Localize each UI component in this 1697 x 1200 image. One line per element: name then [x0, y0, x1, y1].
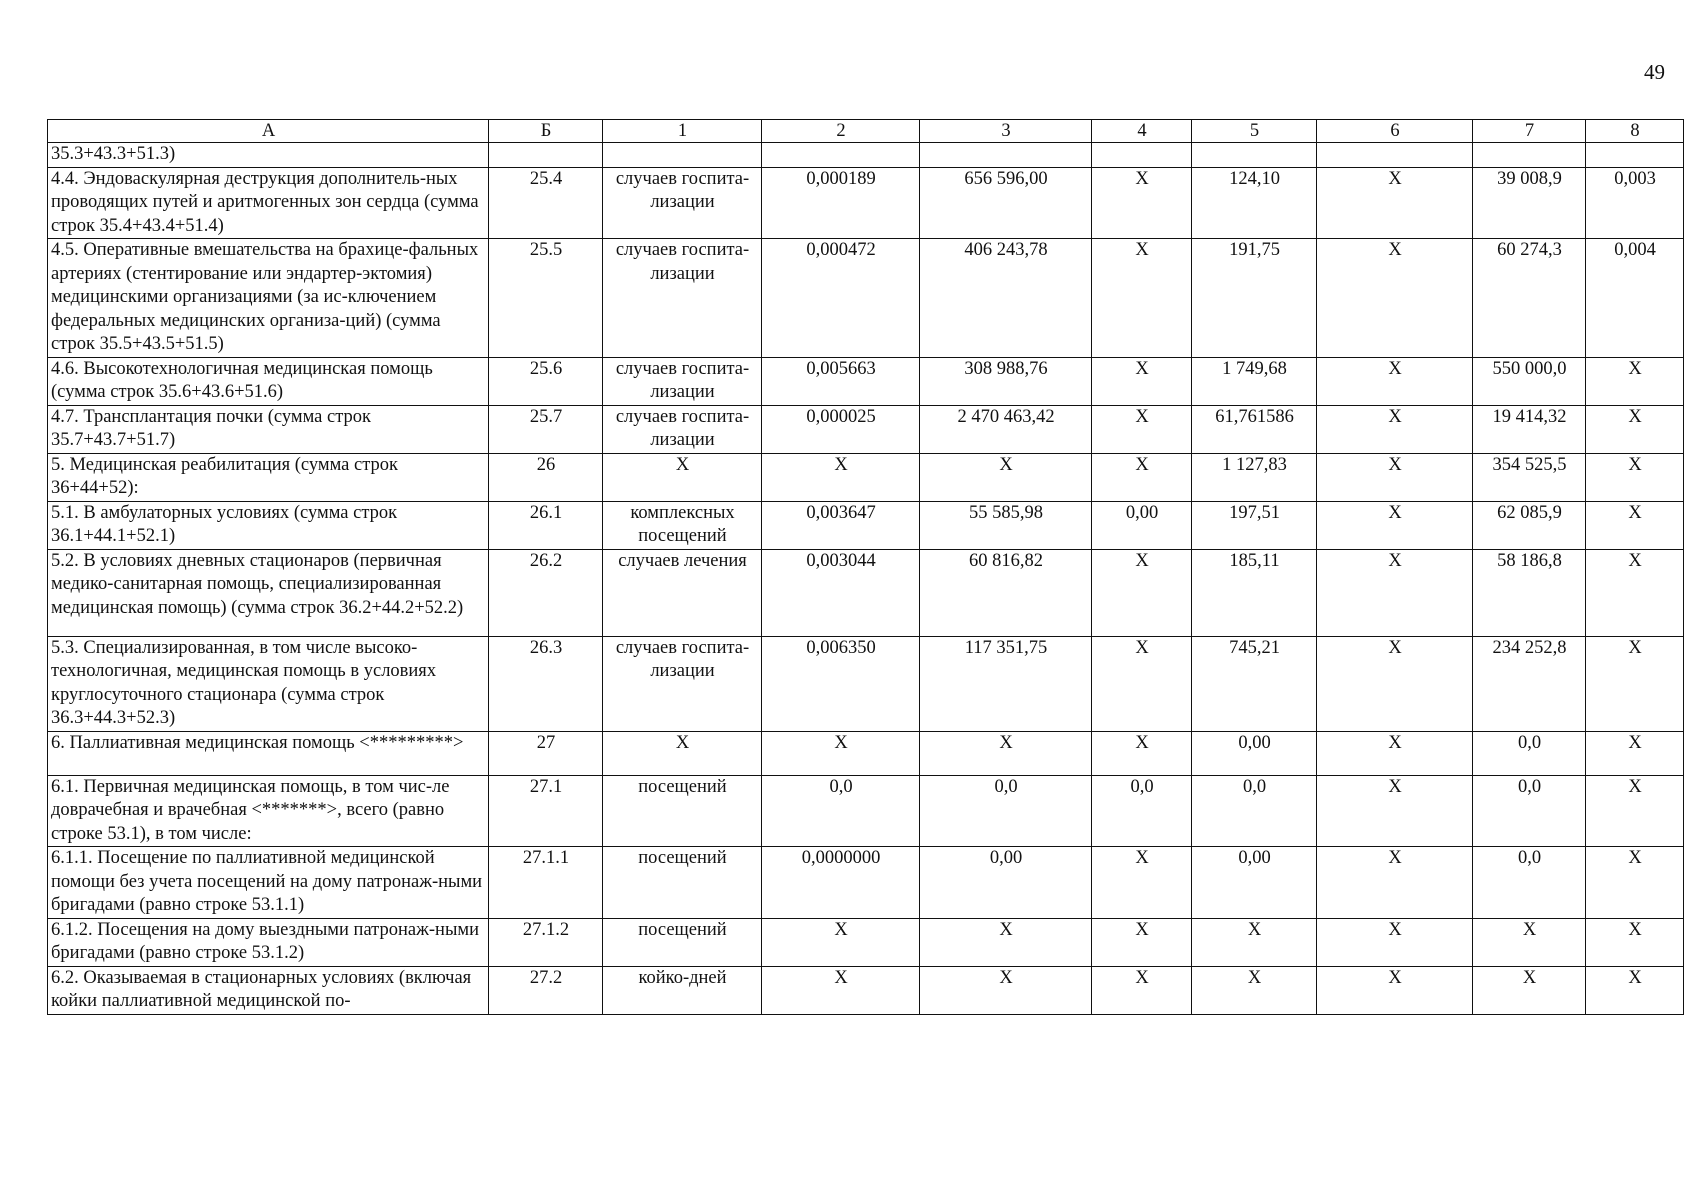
- col-3-cell: 0,0: [920, 775, 1092, 847]
- col-3-cell: 55 585,98: [920, 501, 1092, 549]
- unit-cell: случаев госпита-лизации: [603, 167, 762, 239]
- table-row: [48, 501, 1684, 549]
- table-body: [48, 143, 1684, 1015]
- row-label-cell: 35.3+43.3+51.3): [48, 143, 489, 168]
- col-4-cell: X: [1092, 847, 1192, 919]
- col-8-cell: X: [1586, 847, 1684, 919]
- row-code-cell: 25.5: [489, 239, 603, 358]
- col-6-cell: X: [1317, 549, 1473, 636]
- col-7-cell: 0,0: [1473, 847, 1586, 919]
- row-label-cell: 5.3. Специализированная, в том числе высоко-технологичная, медицинская помощь в условиях круглосуточного стационара (сумма строк 36.3+44.3+52.3): [48, 636, 489, 731]
- col-4-cell: X: [1092, 636, 1192, 731]
- col-6-cell: X: [1317, 847, 1473, 919]
- col-4-cell: X: [1092, 239, 1192, 358]
- col-6-cell: X: [1317, 966, 1473, 1014]
- header-cell-7: 7: [1473, 120, 1586, 143]
- table-row: [48, 966, 1684, 1014]
- header-cell-4: 4: [1092, 120, 1192, 143]
- col-4-cell: X: [1092, 918, 1192, 966]
- col-7-cell: 19 414,32: [1473, 405, 1586, 453]
- header-cell-1: 1: [603, 120, 762, 143]
- col-3-cell: X: [920, 918, 1092, 966]
- col-7-cell: [1473, 143, 1586, 168]
- header-cell-5: 5: [1192, 120, 1317, 143]
- col-6-cell: X: [1317, 405, 1473, 453]
- col-7-cell: X: [1473, 918, 1586, 966]
- col-3-cell: 117 351,75: [920, 636, 1092, 731]
- col-4-cell: 0,00: [1092, 501, 1192, 549]
- col-6-cell: X: [1317, 731, 1473, 775]
- col-3-cell: [920, 143, 1092, 168]
- col-2-cell: 0,000472: [762, 239, 920, 358]
- table-row: [48, 453, 1684, 501]
- row-code-cell: 27.1: [489, 775, 603, 847]
- col-2-cell: X: [762, 966, 920, 1014]
- table-row: [48, 731, 1684, 775]
- col-8-cell: 0,004: [1586, 239, 1684, 358]
- col-4-cell: X: [1092, 357, 1192, 405]
- row-label-cell: 6.1. Первичная медицинская помощь, в том чис-ле доврачебная и врачебная <*******>, всего (равно строке 53.1), в том числе:: [48, 775, 489, 847]
- col-6-cell: X: [1317, 167, 1473, 239]
- col-7-cell: 0,0: [1473, 731, 1586, 775]
- col-2-cell: 0,005663: [762, 357, 920, 405]
- col-5-cell: 745,21: [1192, 636, 1317, 731]
- table-row: [48, 405, 1684, 453]
- table-row: [48, 847, 1684, 919]
- col-7-cell: 550 000,0: [1473, 357, 1586, 405]
- data-table: [47, 119, 1684, 1015]
- header-cell-a: А: [48, 120, 489, 143]
- col-6-cell: X: [1317, 239, 1473, 358]
- col-7-cell: 39 008,9: [1473, 167, 1586, 239]
- col-6-cell: X: [1317, 501, 1473, 549]
- table-row: [48, 239, 1684, 358]
- header-cell-8: 8: [1586, 120, 1684, 143]
- col-8-cell: X: [1586, 966, 1684, 1014]
- row-code-cell: 27.2: [489, 966, 603, 1014]
- col-8-cell: X: [1586, 405, 1684, 453]
- col-2-cell: X: [762, 918, 920, 966]
- col-7-cell: 354 525,5: [1473, 453, 1586, 501]
- col-3-cell: 2 470 463,42: [920, 405, 1092, 453]
- row-label-cell: 6.1.2. Посещения на дому выездными патронаж-ными бригадами (равно строке 53.1.2): [48, 918, 489, 966]
- col-2-cell: 0,003044: [762, 549, 920, 636]
- col-5-cell: 191,75: [1192, 239, 1317, 358]
- col-8-cell: [1586, 143, 1684, 168]
- col-2-cell: 0,000189: [762, 167, 920, 239]
- col-2-cell: 0,000025: [762, 405, 920, 453]
- table-row: [48, 143, 1684, 168]
- col-6-cell: X: [1317, 453, 1473, 501]
- row-code-cell: 26: [489, 453, 603, 501]
- col-5-cell: 1 127,83: [1192, 453, 1317, 501]
- col-2-cell: X: [762, 453, 920, 501]
- col-8-cell: X: [1586, 918, 1684, 966]
- col-5-cell: 0,00: [1192, 731, 1317, 775]
- header-cell-3: 3: [920, 120, 1092, 143]
- col-6-cell: X: [1317, 636, 1473, 731]
- col-3-cell: X: [920, 453, 1092, 501]
- col-4-cell: X: [1092, 966, 1192, 1014]
- row-label-cell: 4.5. Оперативные вмешательства на брахице-фальных артериях (стентирование или эндартер-эктомия) медицинскими организациями (за ис-ключением федеральных медицинских организа-ций) (сумма строк 35.5+43.5+51.5): [48, 239, 489, 358]
- col-8-cell: X: [1586, 357, 1684, 405]
- col-2-cell: 0,0: [762, 775, 920, 847]
- col-3-cell: 308 988,76: [920, 357, 1092, 405]
- col-7-cell: 0,0: [1473, 775, 1586, 847]
- col-4-cell: [1092, 143, 1192, 168]
- unit-cell: комплексных посещений: [603, 501, 762, 549]
- col-5-cell: [1192, 143, 1317, 168]
- col-3-cell: 656 596,00: [920, 167, 1092, 239]
- row-label-cell: 5. Медицинская реабилитация (сумма строк 36+44+52):: [48, 453, 489, 501]
- col-8-cell: 0,003: [1586, 167, 1684, 239]
- header-cell-2: 2: [762, 120, 920, 143]
- col-3-cell: 0,00: [920, 847, 1092, 919]
- col-2-cell: 0,003647: [762, 501, 920, 549]
- col-4-cell: X: [1092, 453, 1192, 501]
- col-4-cell: X: [1092, 167, 1192, 239]
- row-code-cell: 27.1.1: [489, 847, 603, 919]
- col-8-cell: X: [1586, 731, 1684, 775]
- col-3-cell: 406 243,78: [920, 239, 1092, 358]
- col-2-cell: [762, 143, 920, 168]
- table-row: [48, 549, 1684, 636]
- col-5-cell: X: [1192, 918, 1317, 966]
- col-5-cell: 0,0: [1192, 775, 1317, 847]
- header-cell-b: Б: [489, 120, 603, 143]
- unit-cell: посещений: [603, 775, 762, 847]
- row-label-cell: 6. Паллиативная медицинская помощь <*********>: [48, 731, 489, 775]
- row-label-cell: 5.2. В условиях дневных стационаров (первичная медико-санитарная помощь, специализированная медицинская помощь) (сумма строк 36.2+44.2+52.2): [48, 549, 489, 636]
- col-5-cell: X: [1192, 966, 1317, 1014]
- row-code-cell: 25.7: [489, 405, 603, 453]
- col-2-cell: 0,0000000: [762, 847, 920, 919]
- row-label-cell: 4.4. Эндоваскулярная деструкция дополнитель-ных проводящих путей и аритмогенных зон сердца (сумма строк 35.4+43.4+51.4): [48, 167, 489, 239]
- table-row: [48, 167, 1684, 239]
- page-number: 49: [1644, 60, 1665, 84]
- unit-cell: случаев лечения: [603, 549, 762, 636]
- col-7-cell: 234 252,8: [1473, 636, 1586, 731]
- row-label-cell: 4.6. Высокотехнологичная медицинская помощь (сумма строк 35.6+43.6+51.6): [48, 357, 489, 405]
- col-7-cell: 62 085,9: [1473, 501, 1586, 549]
- col-4-cell: X: [1092, 549, 1192, 636]
- col-5-cell: 124,10: [1192, 167, 1317, 239]
- table-row: [48, 775, 1684, 847]
- row-label-cell: 4.7. Трансплантация почки (сумма строк 35.7+43.7+51.7): [48, 405, 489, 453]
- col-5-cell: 185,11: [1192, 549, 1317, 636]
- col-7-cell: X: [1473, 966, 1586, 1014]
- row-code-cell: 25.4: [489, 167, 603, 239]
- row-label-cell: 5.1. В амбулаторных условиях (сумма строк 36.1+44.1+52.1): [48, 501, 489, 549]
- col-4-cell: X: [1092, 405, 1192, 453]
- col-5-cell: 1 749,68: [1192, 357, 1317, 405]
- unit-cell: [603, 143, 762, 168]
- col-8-cell: X: [1586, 636, 1684, 731]
- col-3-cell: 60 816,82: [920, 549, 1092, 636]
- unit-cell: случаев госпита-лизации: [603, 357, 762, 405]
- row-code-cell: 25.6: [489, 357, 603, 405]
- unit-cell: X: [603, 453, 762, 501]
- row-code-cell: 27: [489, 731, 603, 775]
- col-5-cell: 61,761586: [1192, 405, 1317, 453]
- row-code-cell: [489, 143, 603, 168]
- col-3-cell: X: [920, 731, 1092, 775]
- table-row: [48, 636, 1684, 731]
- row-code-cell: 26.3: [489, 636, 603, 731]
- col-6-cell: X: [1317, 918, 1473, 966]
- table-row: [48, 357, 1684, 405]
- row-code-cell: 26.1: [489, 501, 603, 549]
- row-code-cell: 27.1.2: [489, 918, 603, 966]
- unit-cell: случаев госпита-лизации: [603, 636, 762, 731]
- unit-cell: случаев госпита-лизации: [603, 239, 762, 358]
- col-6-cell: [1317, 143, 1473, 168]
- table-row: [48, 918, 1684, 966]
- unit-cell: случаев госпита-лизации: [603, 405, 762, 453]
- col-3-cell: X: [920, 966, 1092, 1014]
- col-6-cell: X: [1317, 357, 1473, 405]
- col-8-cell: X: [1586, 501, 1684, 549]
- unit-cell: посещений: [603, 918, 762, 966]
- col-2-cell: 0,006350: [762, 636, 920, 731]
- col-8-cell: X: [1586, 549, 1684, 636]
- unit-cell: посещений: [603, 847, 762, 919]
- col-4-cell: 0,0: [1092, 775, 1192, 847]
- col-5-cell: 0,00: [1192, 847, 1317, 919]
- row-label-cell: 6.2. Оказываемая в стационарных условиях (включая койки паллиативной медицинской по-: [48, 966, 489, 1014]
- row-code-cell: 26.2: [489, 549, 603, 636]
- col-4-cell: X: [1092, 731, 1192, 775]
- col-8-cell: X: [1586, 453, 1684, 501]
- col-8-cell: X: [1586, 775, 1684, 847]
- table-header-row: [48, 120, 1684, 143]
- unit-cell: X: [603, 731, 762, 775]
- col-7-cell: 58 186,8: [1473, 549, 1586, 636]
- header-cell-6: 6: [1317, 120, 1473, 143]
- row-label-cell: 6.1.1. Посещение по паллиативной медицинской помощи без учета посещений на дому патронаж-ными бригадами (равно строке 53.1.1): [48, 847, 489, 919]
- col-5-cell: 197,51: [1192, 501, 1317, 549]
- col-7-cell: 60 274,3: [1473, 239, 1586, 358]
- col-2-cell: X: [762, 731, 920, 775]
- col-6-cell: X: [1317, 775, 1473, 847]
- unit-cell: койко-дней: [603, 966, 762, 1014]
